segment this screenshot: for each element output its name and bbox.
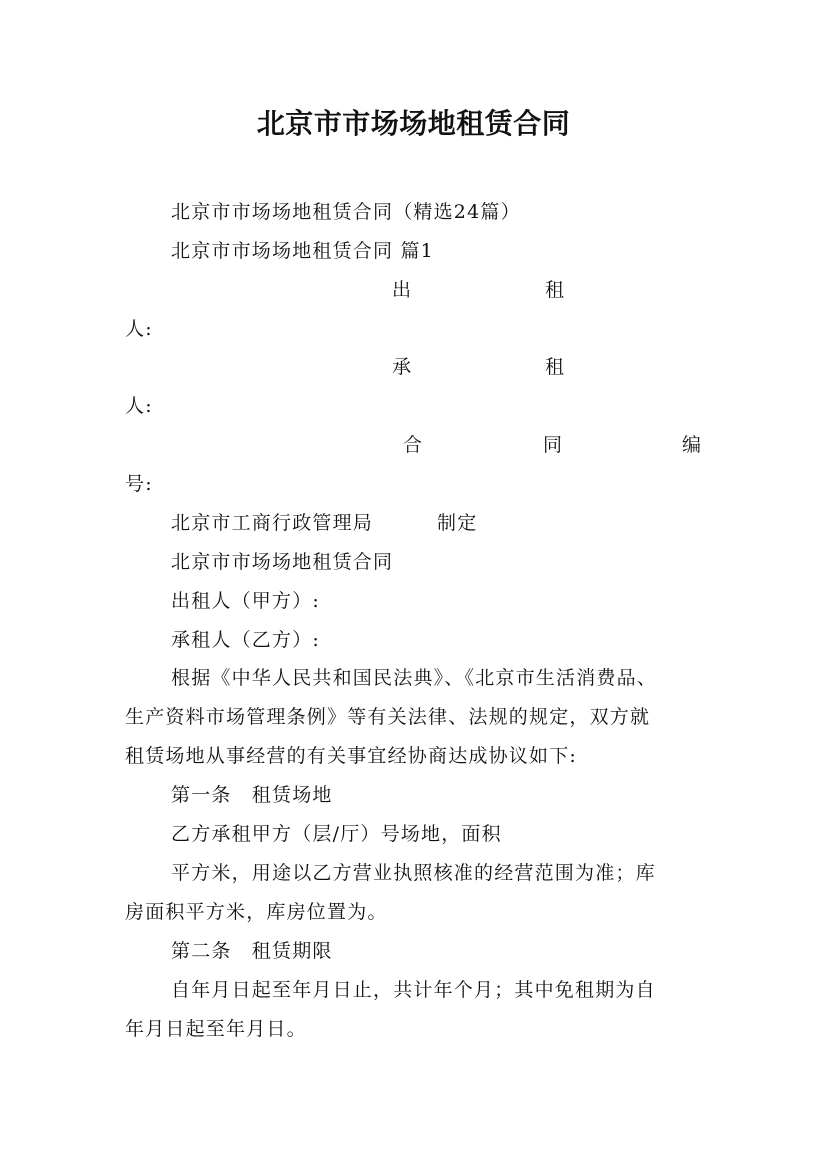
issuer-name: 北京市工商行政管理局 <box>171 512 374 534</box>
party-b-label: 承租人（乙方）: <box>171 629 321 651</box>
article-1-line: 乙方承租甲方（层/厅）号场地，面积 <box>171 823 502 845</box>
contract-no-char: 同 <box>543 434 563 456</box>
inner-title: 北京市市场场地租赁合同 <box>171 551 394 573</box>
article-1-line: 房面积平方米，库房位置为。 <box>125 901 388 923</box>
lessor-char: 租 <box>545 279 565 301</box>
preamble-line: 生产资料市场管理条例》等有关法律、法规的规定，双方就 <box>125 706 651 728</box>
article-1-line: 平方米，用途以乙方营业执照核准的经营范围为准；库 <box>171 862 656 884</box>
chapter-heading: 北京市市场场地租赁合同 篇1 <box>171 240 434 262</box>
issuer-action: 制定 <box>437 512 478 534</box>
article-2-line: 自年月日起至年月日止，共计年个月；其中免租期为自 <box>171 979 656 1001</box>
article-2-line: 年月日起至年月日。 <box>125 1018 307 1040</box>
contract-no-label-tail: 号: <box>125 473 153 495</box>
contract-no-char: 合 <box>403 434 423 456</box>
lessor-char: 出 <box>392 279 412 301</box>
party-a-label: 出租人（甲方）: <box>171 590 321 612</box>
lessee-char: 租 <box>545 356 565 378</box>
article-2-heading: 第二条 租赁期限 <box>171 940 333 962</box>
article-1-heading: 第一条 租赁场地 <box>171 784 333 806</box>
document-title: 北京市市场场地租赁合同 <box>256 107 571 140</box>
document-subtitle: 北京市市场场地租赁合同（精选24篇） <box>171 201 521 223</box>
lessee-label-tail: 人: <box>125 395 153 417</box>
lessee-char: 承 <box>392 356 412 378</box>
lessor-label-tail: 人: <box>125 318 153 340</box>
contract-no-char: 编 <box>682 434 702 456</box>
preamble-line: 根据《中华人民共和国民法典》、《北京市生活消费品、 <box>171 667 658 689</box>
preamble-line: 租赁场地从事经营的有关事宜经协商达成协议如下: <box>125 745 578 767</box>
